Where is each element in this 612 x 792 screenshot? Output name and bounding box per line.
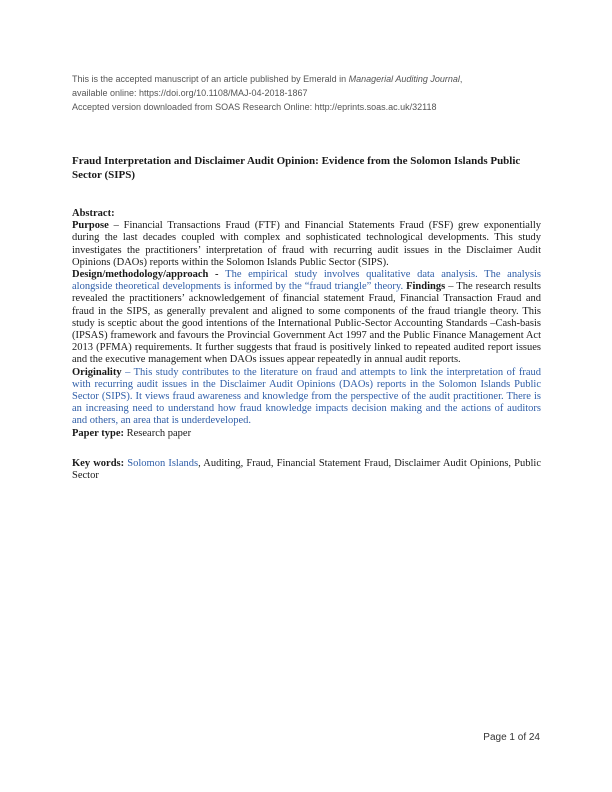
originality-label: Originality: [72, 366, 122, 378]
originality-text: – This study contributes to the literature on fraud and attempts to link the interpretation of fraud with recurring audit issues in the Disclaimer Audit Opinions (DAOs) reports in the Solomon Islands Public Sector (SIPS). It views fraud awareness and knowledge from the perspective of the audit practitioner. There is an increasing need to understand how fraud knowledge impacts decision making and the actions of auditors and others, an area that is underdeveloped.: [72, 366, 541, 427]
page-number: Page 1 of 24: [483, 732, 540, 743]
purpose-text: – Financial Transactions Fraud (FTF) and Financial Statements Fraud (FSF) grew exponentially during the last decades coupled with complex and sophisticated technological developments. This study investigates the practitioners’ interpretation of fraud with recurring audit issues in the Disclaimer Audit Opinions (DAOs) reports within the Solomon Islands Public Sector (SIPS).: [72, 220, 541, 268]
notice-suffix: ,: [459, 74, 463, 84]
doi-line[interactable]: available online: https://doi.org/10.1108/MAJ-04-2018-1867: [72, 88, 308, 98]
findings-text: – The research results revealed the practitioners’ acknowledgement of financial statement Fraud, Financial Transaction Fraud and fraud in the SIPS, as generally prevalent and aligned to some components of the fraud triangle theory. This study is sceptic about the good intentions of the International Public-Sector Accounting Standards –Cash-basis (IPSAS) framework and favours the Provincial Government Act 1997 and the Public Finance Management Act 2013 (PFMA) requirements. It further suggests that fraud is positively linked to repeated audited report issues and the executive management when DAOs issues appear repeatedly in annual audit reports.: [72, 281, 542, 366]
abstract-section: [72, 208, 541, 482]
paper-type-paragraph: [72, 428, 541, 440]
keyword-first: Solomon Islands: [127, 457, 199, 469]
manuscript-notice: [72, 72, 542, 114]
design-findings-paragraph: [72, 269, 541, 367]
design-label: Design/methodology/approach -: [72, 269, 226, 281]
paper-type-text: Research paper: [124, 427, 192, 439]
journal-name: Managerial Auditing Journal: [348, 74, 460, 84]
originality-paragraph: [72, 367, 541, 428]
repository-line[interactable]: Accepted version downloaded from SOAS Research Online: http://eprints.soas.ac.uk/32118: [72, 102, 437, 112]
design-text: The empirical study involves qualitative data analysis. The analysis alongside theoretical developments is informed by the “fraud triangle” theory.: [72, 269, 541, 293]
keywords-rest: , Auditing, Fraud, Financial Statement Fraud, Disclaimer Audit Opinions, Public Sector: [72, 457, 542, 482]
abstract-heading: Abstract:: [72, 208, 115, 219]
notice-line-1: [72, 72, 542, 86]
notice-prefix: This is the accepted manuscript of an article published by Emerald in: [72, 74, 349, 84]
purpose-label: Purpose: [72, 220, 109, 232]
keywords-paragraph: [72, 458, 541, 482]
paper-title: Fraud Interpretation and Disclaimer Audit Opinion: Evidence from the Solomon Islands Public Sector (SIPS): [72, 155, 521, 181]
findings-label: Findings: [403, 281, 446, 293]
spacer: [72, 440, 541, 458]
paper-type-label: Paper type:: [72, 427, 125, 439]
keywords-label: Key words:: [72, 457, 128, 469]
purpose-paragraph: [72, 220, 541, 269]
